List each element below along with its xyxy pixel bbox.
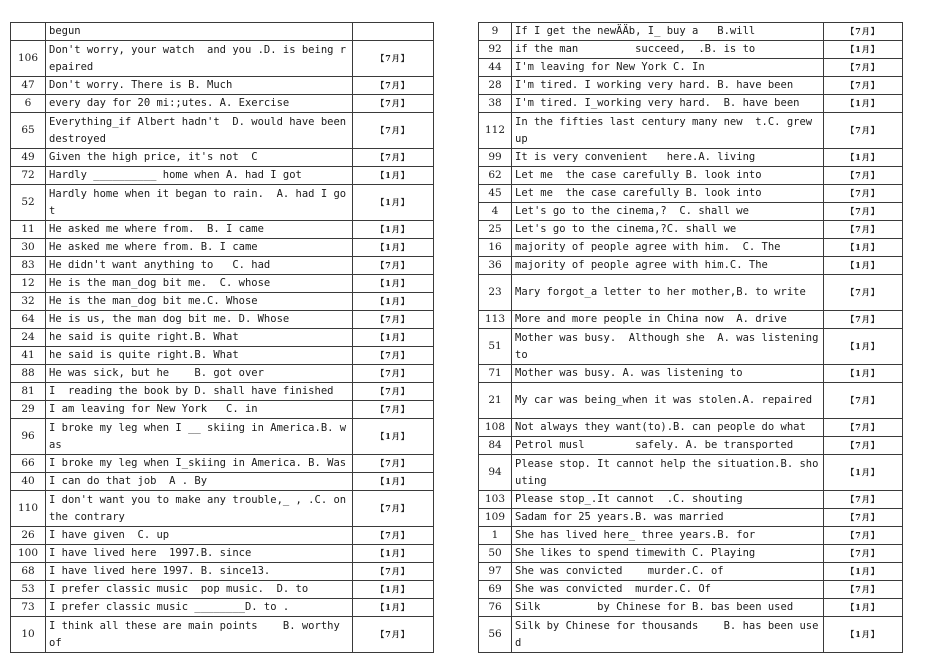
- month-tag: 【1月】: [353, 167, 434, 185]
- table-row: [11, 581, 434, 599]
- item-number: 72: [11, 167, 46, 185]
- month-tag: 【7月】: [824, 275, 903, 311]
- left-answer-table: [10, 22, 434, 653]
- month-tag: 【7月】: [824, 437, 903, 455]
- question-text: Silk by Chinese for B. bas been used: [512, 599, 824, 617]
- month-tag: 【1月】: [824, 149, 903, 167]
- month-tag: 【7月】: [353, 41, 434, 77]
- question-text: I have given C. up: [46, 527, 353, 545]
- item-number: 21: [479, 383, 512, 419]
- question-text: every day for 20 mi:;utes. A. Exercise: [46, 95, 353, 113]
- item-number: 100: [11, 545, 46, 563]
- table-row: [11, 383, 434, 401]
- table-row: [11, 563, 434, 581]
- month-tag: 【7月】: [824, 311, 903, 329]
- item-number: 52: [11, 185, 46, 221]
- table-row: [11, 617, 434, 653]
- item-number: 40: [11, 473, 46, 491]
- question-text: He asked me where from. B. I came: [46, 221, 353, 239]
- month-tag: 【1月】: [824, 239, 903, 257]
- item-number: 36: [479, 257, 512, 275]
- month-tag: 【7月】: [824, 419, 903, 437]
- item-number: 30: [11, 239, 46, 257]
- table-row: [479, 419, 903, 437]
- item-number: 113: [479, 311, 512, 329]
- question-text: I have lived here 1997. B. since13.: [46, 563, 353, 581]
- table-row: [11, 329, 434, 347]
- question-text: I think all these are main points B. worthy of: [46, 617, 353, 653]
- table-row: [479, 437, 903, 455]
- table-row: [479, 455, 903, 491]
- table-row: [11, 167, 434, 185]
- table-row: [11, 95, 434, 113]
- item-number: [11, 23, 46, 41]
- item-number: 10: [11, 617, 46, 653]
- month-tag: 【7月】: [353, 149, 434, 167]
- item-number: 99: [479, 149, 512, 167]
- table-row: [11, 113, 434, 149]
- table-row: [479, 509, 903, 527]
- month-tag: 【7月】: [824, 491, 903, 509]
- table-row: [11, 347, 434, 365]
- table-row: [11, 239, 434, 257]
- item-number: 29: [11, 401, 46, 419]
- table-row: [11, 455, 434, 473]
- question-text: If I get the newÄÄb, I_ buy a B.will: [512, 23, 824, 41]
- item-number: 110: [11, 491, 46, 527]
- item-number: 108: [479, 419, 512, 437]
- item-number: 69: [479, 581, 512, 599]
- table-row: [11, 77, 434, 95]
- month-tag: 【7月】: [353, 455, 434, 473]
- question-text: I'm leaving for New York C. In: [512, 59, 824, 77]
- item-number: 73: [11, 599, 46, 617]
- question-text: Please stop_.It cannot .C. shouting: [512, 491, 824, 509]
- question-text: I can do that job A . By: [46, 473, 353, 491]
- question-text: Not always they want(to).B. can people do what: [512, 419, 824, 437]
- month-tag: 【1月】: [824, 329, 903, 365]
- question-text: Let's go to the cinema,?C. shall we: [512, 221, 824, 239]
- table-row: [479, 311, 903, 329]
- table-row: [11, 491, 434, 527]
- table-row: [479, 527, 903, 545]
- item-number: 68: [11, 563, 46, 581]
- month-tag: 【7月】: [824, 383, 903, 419]
- question-text: Hardly home when it began to rain. A. had I got: [46, 185, 353, 221]
- item-number: 94: [479, 455, 512, 491]
- month-tag: 【7月】: [824, 581, 903, 599]
- question-text: Hardly __________ home when A. had I got: [46, 167, 353, 185]
- question-text: majority of people agree with him.C. The: [512, 257, 824, 275]
- month-tag: [353, 23, 434, 41]
- question-text: More and more people in China now A. drive: [512, 311, 824, 329]
- question-text: She likes to spend timewith C. Playing: [512, 545, 824, 563]
- month-tag: 【1月】: [824, 95, 903, 113]
- month-tag: 【7月】: [824, 545, 903, 563]
- table-row: [11, 401, 434, 419]
- item-number: 12: [11, 275, 46, 293]
- month-tag: 【1月】: [353, 545, 434, 563]
- table-row: [479, 203, 903, 221]
- month-tag: 【1月】: [353, 599, 434, 617]
- table-row: [479, 59, 903, 77]
- right-answer-column: [478, 22, 903, 653]
- item-number: 65: [11, 113, 46, 149]
- left-answer-column: [10, 22, 434, 653]
- table-row: [479, 41, 903, 59]
- month-tag: 【1月】: [353, 239, 434, 257]
- table-row: [11, 473, 434, 491]
- month-tag: 【1月】: [824, 365, 903, 383]
- month-tag: 【1月】: [824, 41, 903, 59]
- question-text: begun: [46, 23, 353, 41]
- question-text: He asked me where from. B. I came: [46, 239, 353, 257]
- question-text: majority of people agree with him. C. The: [512, 239, 824, 257]
- question-text: Don't worry. There is B. Much: [46, 77, 353, 95]
- month-tag: 【1月】: [353, 419, 434, 455]
- month-tag: 【7月】: [353, 617, 434, 653]
- question-text: I prefer classic music ________D. to .: [46, 599, 353, 617]
- table-row: [11, 599, 434, 617]
- table-row: [11, 545, 434, 563]
- table-row: [479, 383, 903, 419]
- item-number: 16: [479, 239, 512, 257]
- month-tag: 【7月】: [353, 527, 434, 545]
- table-row: [479, 95, 903, 113]
- month-tag: 【7月】: [824, 509, 903, 527]
- item-number: 97: [479, 563, 512, 581]
- question-text: Silk by Chinese for thousands B. has been used: [512, 617, 824, 653]
- question-text: I reading the book by D. shall have finished: [46, 383, 353, 401]
- item-number: 53: [11, 581, 46, 599]
- month-tag: 【7月】: [824, 23, 903, 41]
- question-text: I'm tired. I_working very hard. B. have been: [512, 95, 824, 113]
- table-row: [479, 239, 903, 257]
- item-number: 84: [479, 437, 512, 455]
- month-tag: 【1月】: [353, 581, 434, 599]
- table-row: [11, 23, 434, 41]
- item-number: 38: [479, 95, 512, 113]
- question-text: I don't want you to make any trouble,_ , .C. on the contrary: [46, 491, 353, 527]
- table-row: [479, 365, 903, 383]
- month-tag: 【7月】: [353, 563, 434, 581]
- month-tag: 【7月】: [353, 383, 434, 401]
- question-text: He is us, the man dog bit me. D. Whose: [46, 311, 353, 329]
- month-tag: 【1月】: [353, 293, 434, 311]
- table-row: [11, 257, 434, 275]
- month-tag: 【7月】: [824, 167, 903, 185]
- question-text: Let me the case carefully B. look into: [512, 185, 824, 203]
- question-text: He was sick, but he B. got over: [46, 365, 353, 383]
- month-tag: 【7月】: [824, 185, 903, 203]
- question-text: Everything_if Albert hadn't D. would have been destroyed: [46, 113, 353, 149]
- item-number: 103: [479, 491, 512, 509]
- month-tag: 【7月】: [824, 77, 903, 95]
- item-number: 81: [11, 383, 46, 401]
- month-tag: 【7月】: [353, 401, 434, 419]
- item-number: 11: [11, 221, 46, 239]
- table-row: [479, 257, 903, 275]
- month-tag: 【1月】: [824, 563, 903, 581]
- question-text: Let's go to the cinema,? C. shall we: [512, 203, 824, 221]
- question-text: She has lived here_ three years.B. for: [512, 527, 824, 545]
- table-row: [479, 113, 903, 149]
- month-tag: 【1月】: [353, 329, 434, 347]
- month-tag: 【7月】: [353, 365, 434, 383]
- table-row: [11, 293, 434, 311]
- question-text: He didn't want anything to C. had: [46, 257, 353, 275]
- month-tag: 【7月】: [353, 491, 434, 527]
- table-row: [479, 23, 903, 41]
- month-tag: 【7月】: [353, 113, 434, 149]
- table-row: [479, 599, 903, 617]
- item-number: 62: [479, 167, 512, 185]
- item-number: 56: [479, 617, 512, 653]
- question-text: I'm tired. I working very hard. B. have been: [512, 77, 824, 95]
- table-row: [479, 275, 903, 311]
- question-text: In the fifties last century many new t.C. grew up: [512, 113, 824, 149]
- month-tag: 【7月】: [353, 257, 434, 275]
- table-row: [11, 419, 434, 455]
- table-row: [11, 149, 434, 167]
- table-row: [479, 185, 903, 203]
- question-text: Mary forgot_a letter to her mother,B. to write: [512, 275, 824, 311]
- question-text: I prefer classic music pop music. D. to: [46, 581, 353, 599]
- month-tag: 【7月】: [353, 95, 434, 113]
- item-number: 96: [11, 419, 46, 455]
- month-tag: 【7月】: [353, 311, 434, 329]
- table-row: [11, 527, 434, 545]
- question-text: Please stop. It cannot help the situation.B. shouting: [512, 455, 824, 491]
- table-row: [479, 77, 903, 95]
- right-answer-table: [478, 22, 903, 653]
- question-text: I have lived here 1997.B. since: [46, 545, 353, 563]
- item-number: 24: [11, 329, 46, 347]
- table-row: [479, 563, 903, 581]
- question-text: Let me the case carefully B. look into: [512, 167, 824, 185]
- month-tag: 【1月】: [824, 257, 903, 275]
- table-row: [479, 221, 903, 239]
- question-text: She was convicted murder.C. Of: [512, 581, 824, 599]
- month-tag: 【1月】: [824, 617, 903, 653]
- month-tag: 【1月】: [353, 185, 434, 221]
- question-text: He is the man_dog bit me. C. whose: [46, 275, 353, 293]
- month-tag: 【7月】: [824, 113, 903, 149]
- table-row: [11, 41, 434, 77]
- month-tag: 【1月】: [353, 473, 434, 491]
- item-number: 28: [479, 77, 512, 95]
- month-tag: 【1月】: [353, 221, 434, 239]
- item-number: 44: [479, 59, 512, 77]
- question-text: My car was being_when it was stolen.A. repaired: [512, 383, 824, 419]
- table-row: [479, 491, 903, 509]
- question-text: he said is quite right.B. What: [46, 347, 353, 365]
- question-text: Sadam for 25 years.B. was married: [512, 509, 824, 527]
- item-number: 25: [479, 221, 512, 239]
- table-row: [479, 167, 903, 185]
- table-row: [479, 545, 903, 563]
- item-number: 4: [479, 203, 512, 221]
- question-text: Mother was busy. Although she A. was listening to: [512, 329, 824, 365]
- question-text: Mother was busy. A. was listening to: [512, 365, 824, 383]
- table-row: [479, 149, 903, 167]
- question-text: I broke my leg when I __ skiing in America.B. was: [46, 419, 353, 455]
- item-number: 109: [479, 509, 512, 527]
- item-number: 112: [479, 113, 512, 149]
- question-text: It is very convenient here.A. living: [512, 149, 824, 167]
- item-number: 45: [479, 185, 512, 203]
- month-tag: 【1月】: [824, 455, 903, 491]
- month-tag: 【7月】: [353, 347, 434, 365]
- question-text: Given the high price, it's not C: [46, 149, 353, 167]
- item-number: 1: [479, 527, 512, 545]
- item-number: 64: [11, 311, 46, 329]
- table-row: [11, 221, 434, 239]
- item-number: 66: [11, 455, 46, 473]
- item-number: 6: [11, 95, 46, 113]
- item-number: 26: [11, 527, 46, 545]
- question-text: I broke my leg when I_skiing in America. B. Was: [46, 455, 353, 473]
- question-text: he said is quite right.B. What: [46, 329, 353, 347]
- item-number: 76: [479, 599, 512, 617]
- item-number: 51: [479, 329, 512, 365]
- month-tag: 【1月】: [353, 275, 434, 293]
- month-tag: 【7月】: [824, 59, 903, 77]
- item-number: 50: [479, 545, 512, 563]
- table-row: [479, 617, 903, 653]
- question-text: I am leaving for New York C. in: [46, 401, 353, 419]
- table-row: [11, 365, 434, 383]
- question-text: Petrol musl safely. A. be transported: [512, 437, 824, 455]
- question-text: He is the man_dog bit me.C. Whose: [46, 293, 353, 311]
- item-number: 49: [11, 149, 46, 167]
- item-number: 83: [11, 257, 46, 275]
- month-tag: 【7月】: [824, 203, 903, 221]
- table-row: [11, 311, 434, 329]
- item-number: 106: [11, 41, 46, 77]
- item-number: 71: [479, 365, 512, 383]
- question-text: if the man succeed, .B. is to: [512, 41, 824, 59]
- month-tag: 【7月】: [824, 527, 903, 545]
- item-number: 32: [11, 293, 46, 311]
- table-row: [479, 329, 903, 365]
- item-number: 92: [479, 41, 512, 59]
- table-row: [11, 275, 434, 293]
- month-tag: 【7月】: [824, 221, 903, 239]
- item-number: 9: [479, 23, 512, 41]
- question-text: She was convicted murder.C. of: [512, 563, 824, 581]
- month-tag: 【1月】: [824, 599, 903, 617]
- table-row: [479, 581, 903, 599]
- item-number: 23: [479, 275, 512, 311]
- table-row: [11, 185, 434, 221]
- month-tag: 【7月】: [353, 77, 434, 95]
- item-number: 41: [11, 347, 46, 365]
- question-text: Don't worry, your watch and you .D. is being repaired: [46, 41, 353, 77]
- item-number: 47: [11, 77, 46, 95]
- item-number: 88: [11, 365, 46, 383]
